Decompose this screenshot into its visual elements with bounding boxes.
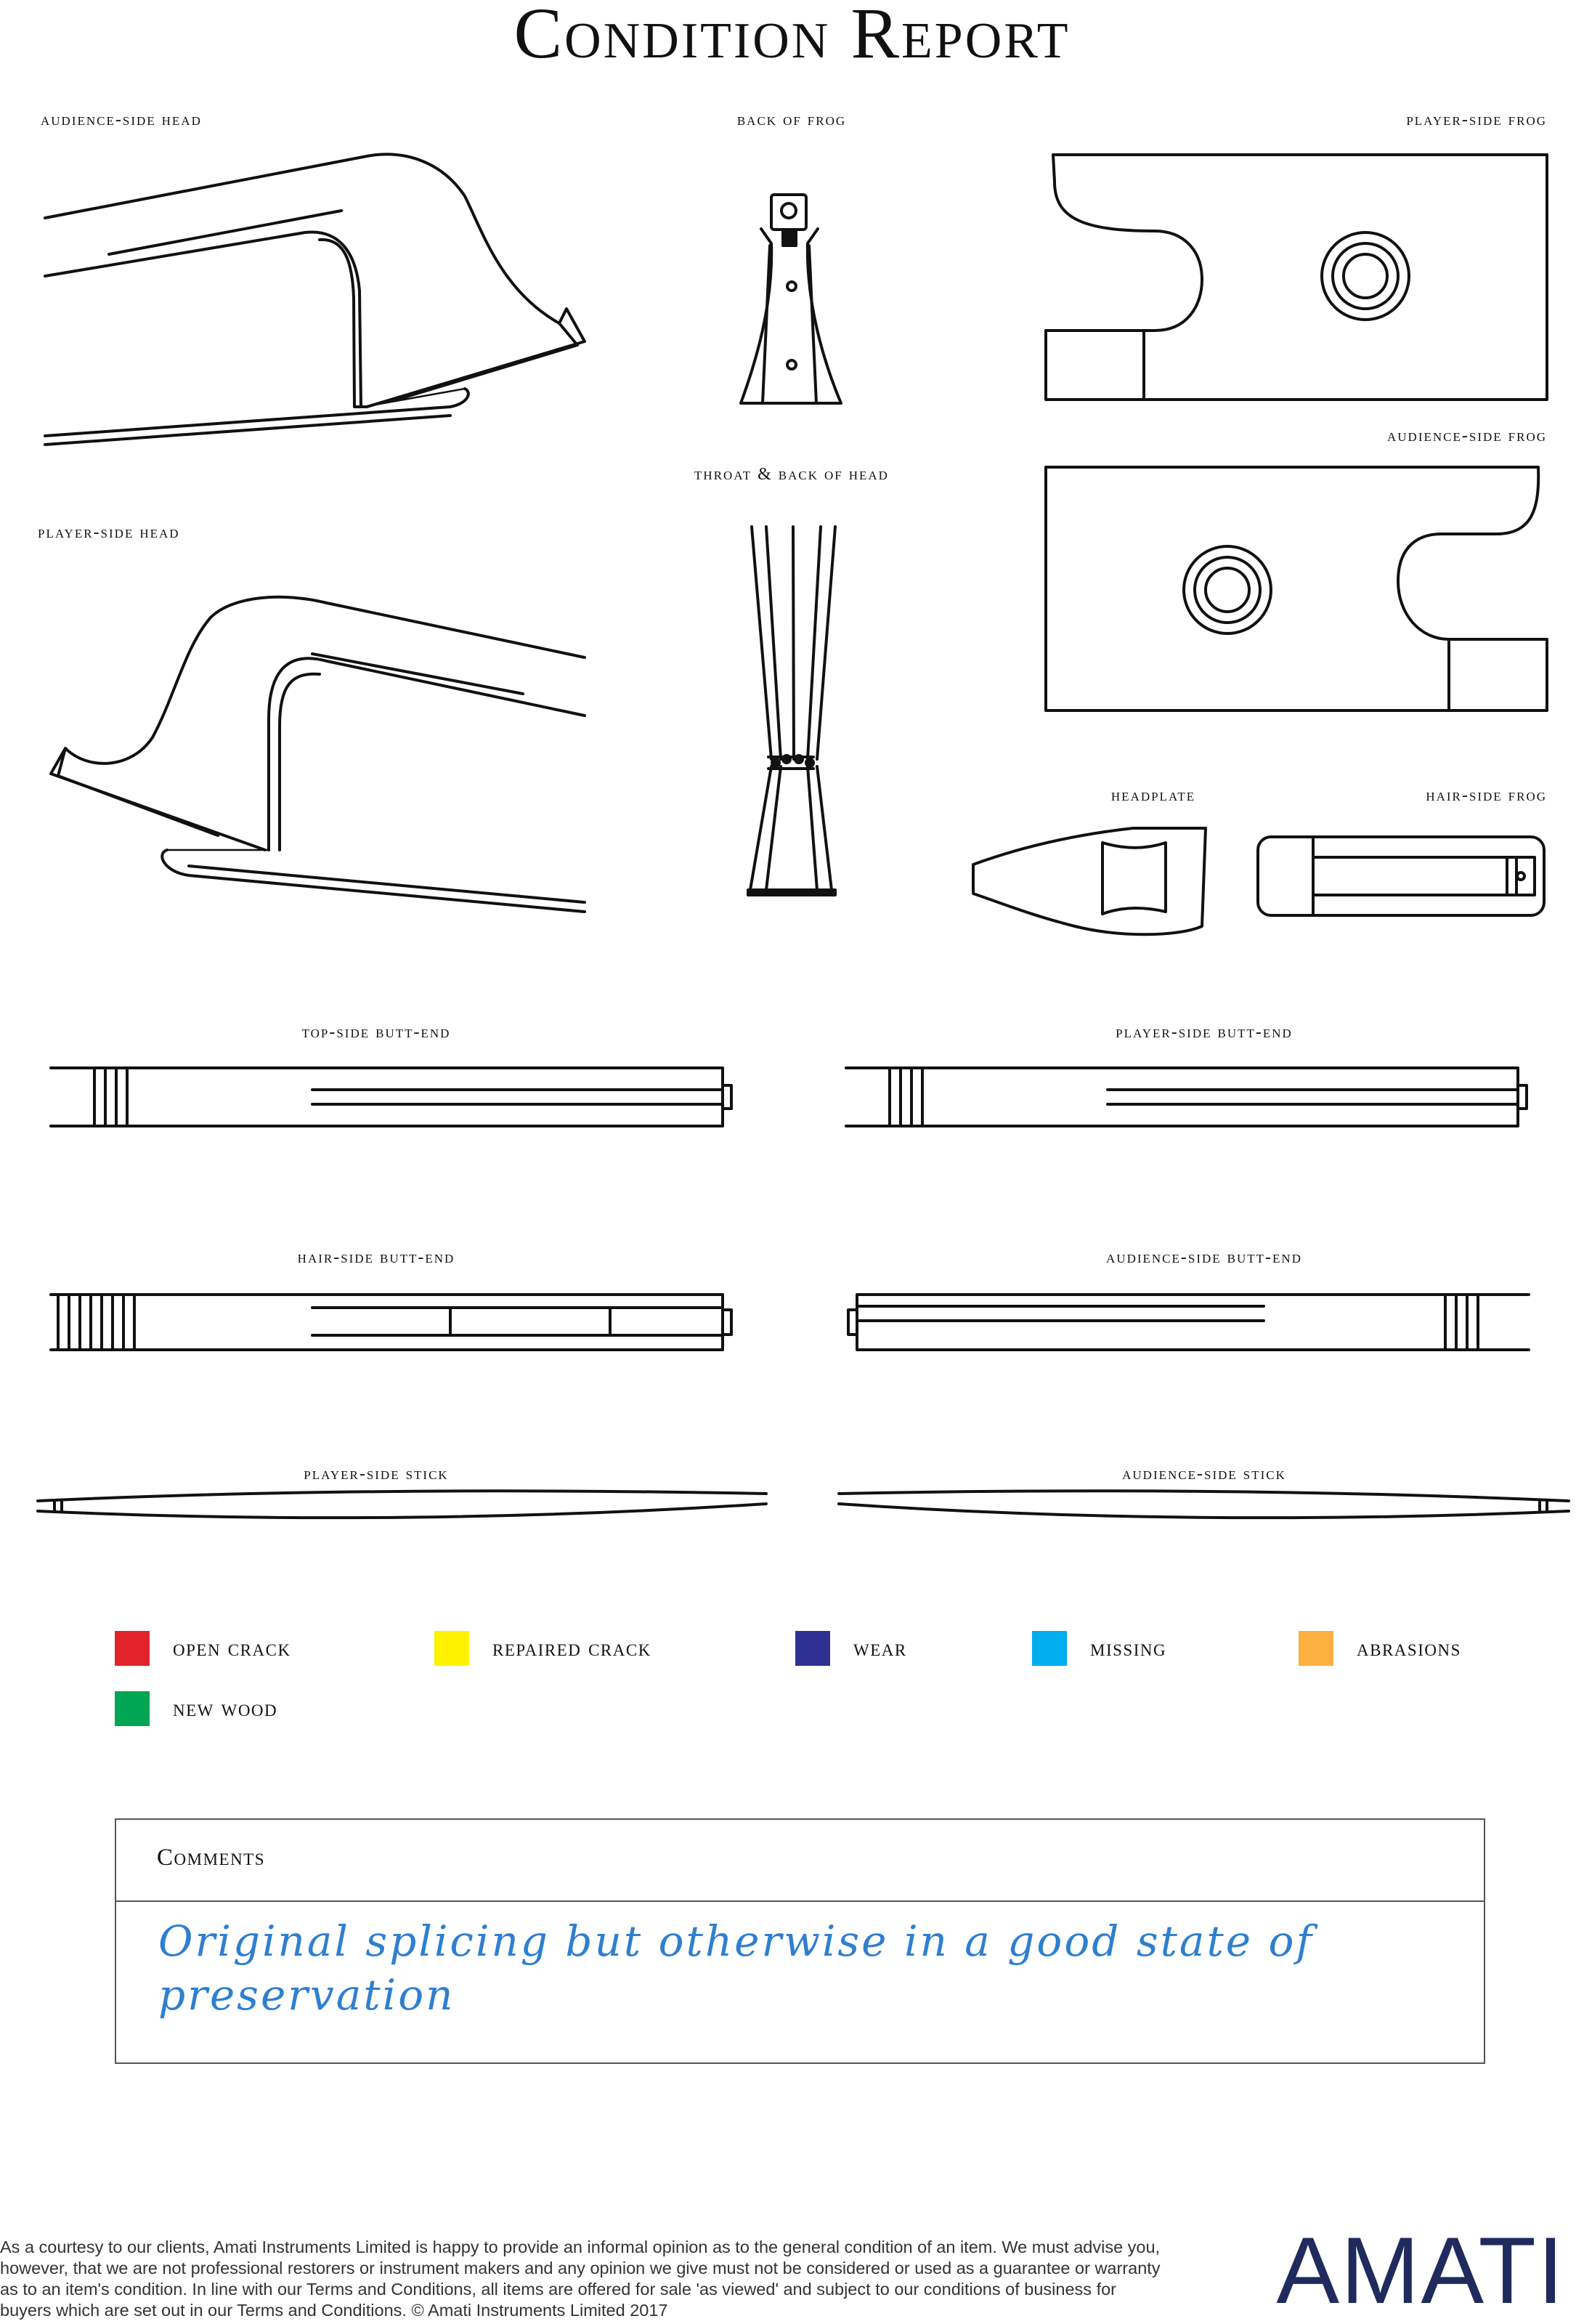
label-audience-side-stick: audience-side stick: [1122, 1465, 1286, 1483]
label-hair-side-frog: hair-side frog: [1426, 786, 1547, 805]
label-player-side-stick: player-side stick: [304, 1465, 449, 1483]
label-audience-side-butt-end: audience-side butt-end: [1106, 1248, 1302, 1267]
audience-side-frog-drawing: [1046, 467, 1547, 710]
legend-wear: [795, 1631, 907, 1666]
open-crack-swatch: [115, 1631, 150, 1666]
legend-missing: [1032, 1631, 1166, 1666]
comments-title: Comments: [157, 1845, 266, 1871]
hair-side-butt-end-drawing: [51, 1295, 731, 1350]
label-top-side-butt-end: top-side butt-end: [301, 1023, 451, 1042]
throat-back-of-head-drawing: [748, 527, 835, 895]
repaired-crack-swatch: [434, 1631, 469, 1666]
comments-handwritten-text: Original splicing but otherwise in a good state of preservation: [158, 1916, 1314, 2020]
hair-side-frog-drawing: [1258, 837, 1544, 915]
legend-label: abrasions: [1357, 1635, 1461, 1661]
legend-label: open crack: [173, 1635, 291, 1661]
label-back-of-frog: back of frog: [736, 110, 847, 129]
legend-label: new wood: [173, 1695, 278, 1722]
player-side-butt-end-drawing: [846, 1068, 1527, 1126]
legend-abrasions: [1299, 1631, 1461, 1666]
label-player-side-frog: player-side frog: [1406, 110, 1547, 129]
legend-label: repaired crack: [492, 1635, 651, 1661]
legend-repaired-crack: [434, 1631, 651, 1666]
label-player-side-butt-end: player-side butt-end: [1116, 1023, 1293, 1042]
amati-logo: AMATI: [1276, 2217, 1565, 2323]
player-side-stick-drawing: [38, 1491, 766, 1518]
label-throat-back-of-head: throat & back of head: [694, 465, 889, 484]
page-title: Condition Report: [513, 0, 1071, 73]
back-of-frog-drawing: [741, 195, 841, 403]
label-hair-side-butt-end: hair-side butt-end: [297, 1248, 455, 1267]
player-side-head-drawing: [51, 597, 585, 912]
legend-label: missing: [1090, 1635, 1167, 1661]
label-audience-side-head: audience-side head: [41, 110, 202, 129]
audience-side-butt-end-drawing: [848, 1295, 1529, 1350]
label-headplate: headplate: [1110, 786, 1196, 805]
legend-label: wear: [853, 1635, 907, 1661]
legend-new-wood: [115, 1691, 277, 1726]
wear-swatch: [795, 1631, 830, 1666]
label-audience-side-frog: audience-side frog: [1387, 426, 1547, 445]
label-player-side-head: player-side head: [38, 523, 180, 542]
abrasions-swatch: [1299, 1631, 1333, 1666]
comments-header: [116, 1820, 1484, 1902]
comments-box[interactable]: [115, 1818, 1485, 2064]
player-side-frog-drawing: [1046, 155, 1547, 400]
disclaimer-text: As a courtesy to our clients, Amati Instruments Limited is happy to provide an informal opinion as to the general condition of an item. We must advise you, however, that we are not professional restorers or instrument makers and any opinion we give must not be considered or used as a guarantee or warranty as to an item's condition. In line with our Terms and Conditions, all items are offered for sale 'as viewed' and subject to our conditions of business for buyers which are set out in our Terms and Conditions. © Amati Instruments Limited 2017: [0, 2238, 1161, 2320]
new-wood-swatch: [115, 1691, 150, 1726]
missing-swatch: [1032, 1631, 1067, 1666]
audience-side-stick-drawing: [839, 1491, 1569, 1518]
headplate-drawing: [973, 828, 1206, 934]
top-side-butt-end-drawing: [51, 1068, 731, 1126]
legend-open-crack: [115, 1631, 291, 1666]
audience-side-head-drawing: [45, 154, 585, 445]
